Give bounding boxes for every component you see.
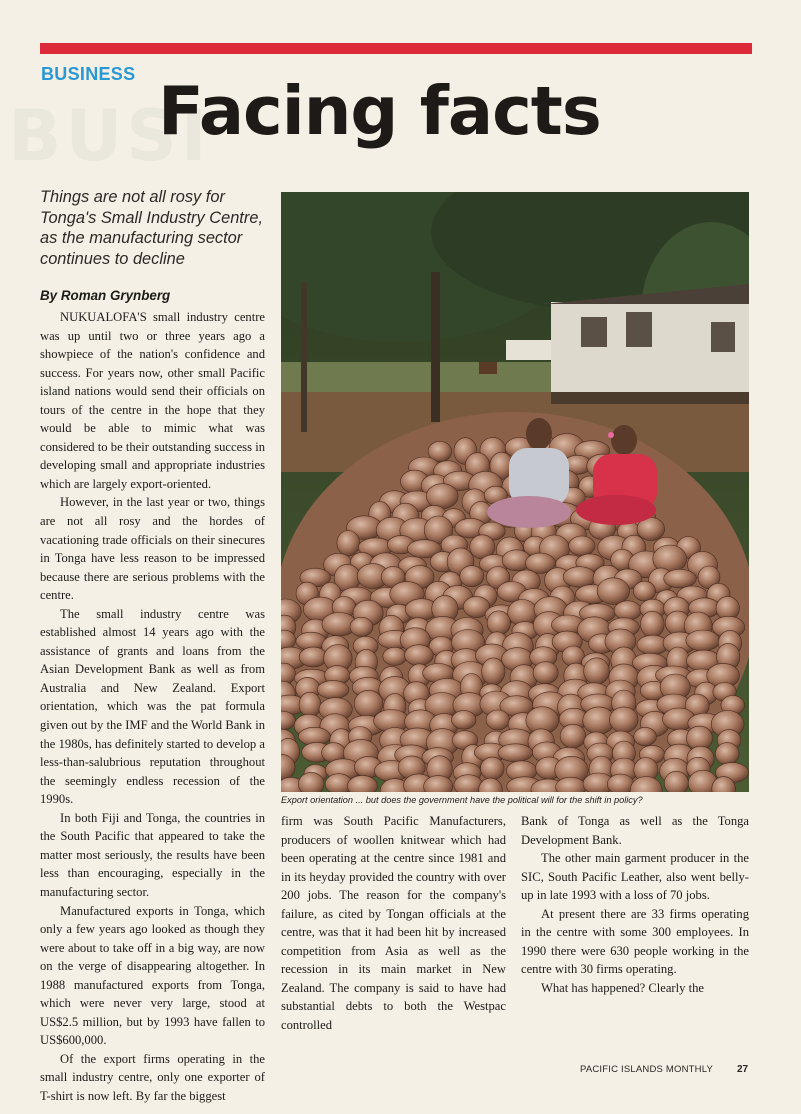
paragraph: firm was South Pacific Manufacturers, producers of woollen knitwear which had been operating at the centre since 1981 and in its heyday provided the country with over 200 jobs. The reason for the company's failure, as cited by Tongan officials at the centre, was that it had been hit by increased competition from Asia as well as the recession in its main market in New Zealand. The company is said to have had substantial debts to both the Westpac controlled	[281, 814, 506, 1033]
footer-page-number: 27	[737, 1064, 749, 1075]
section-label: BUSINESS	[41, 64, 136, 84]
paragraph: The other main garment producer in the SIC, South Pacific Leather, also went belly-up in late 1993 with a loss of 70 jobs.	[521, 851, 749, 903]
byline: By Roman Grynberg	[40, 288, 171, 303]
article-photo	[281, 192, 749, 792]
accent-bar	[40, 43, 752, 54]
paragraph: Bank of Tonga as well as the Tonga Development Bank.	[521, 814, 749, 847]
paragraph: Of the export firms operating in the small industry centre, only one exporter of T-shirt is now left. By far the biggest	[40, 1051, 265, 1103]
paragraph: NUKUALOFA'S small industry centre was up until two or three years ago a showpiece of the nation's confidence and success. For years now, other small Pacific island nations would send their officials on tours of the centre in the hope that they would be able to mimic what was considered to be their outstanding success in developing small and appropriate industries which are largely export-oriented.	[40, 310, 265, 491]
paragraph: What has happened? Clearly the	[541, 980, 704, 995]
footer-publication: PACIFIC ISLANDS MONTHLY	[580, 1064, 714, 1075]
photo-caption: Export orientation ... but does the government have the political will for the shift in policy?	[281, 795, 643, 805]
coconut-pile-photo	[281, 192, 749, 792]
standfirst: Things are not all rosy for Tonga's Small Industry Centre, as the manufacturing sector continues to decline	[40, 188, 263, 268]
paragraph: Manufactured exports in Tonga, which only a few years ago looked as though they were about to take off in a big way, are now on the verge of disappearing altogether. In 1988 manufactured exports from Tonga, which were never very large, stood at US$2.5 million, but by 1993 have fallen to US$600,000.	[40, 903, 265, 1048]
headline: Facing facts	[158, 72, 601, 150]
article-column-1	[40, 308, 265, 1106]
show-through-watermark: BUSI	[8, 95, 211, 177]
paragraph: The small industry centre was established almost 14 years ago with the assistance of grants and loans from the Asian Development Bank as well as from Australia and New Zealand. Export orientation, which was the pat formula given out by the IMF and the World Bank in the 1980s, has definitely started to develop a less-than-salubrious reputation throughout the seemingly endless recession of the 1990s.	[40, 606, 265, 807]
paragraph: In both Fiji and Tonga, the countries in the South Pacific that appeared to take the matter most seriously, the results have been less than encouraging, especially in the manufacturing sector.	[40, 810, 265, 899]
paragraph: At present there are 33 firms operating in the centre with some 300 employees. In 1990 there were 630 people working in the centre with 30 firms operating.	[521, 906, 749, 977]
article-column-2	[281, 812, 506, 1035]
article-column-3	[521, 812, 749, 997]
paragraph: However, in the last year or two, things are not all rosy and the hordes of vacationing trade officials on their sinecures in Tonga have less reason to be impressed because there are serious problems with the centre.	[40, 495, 265, 603]
